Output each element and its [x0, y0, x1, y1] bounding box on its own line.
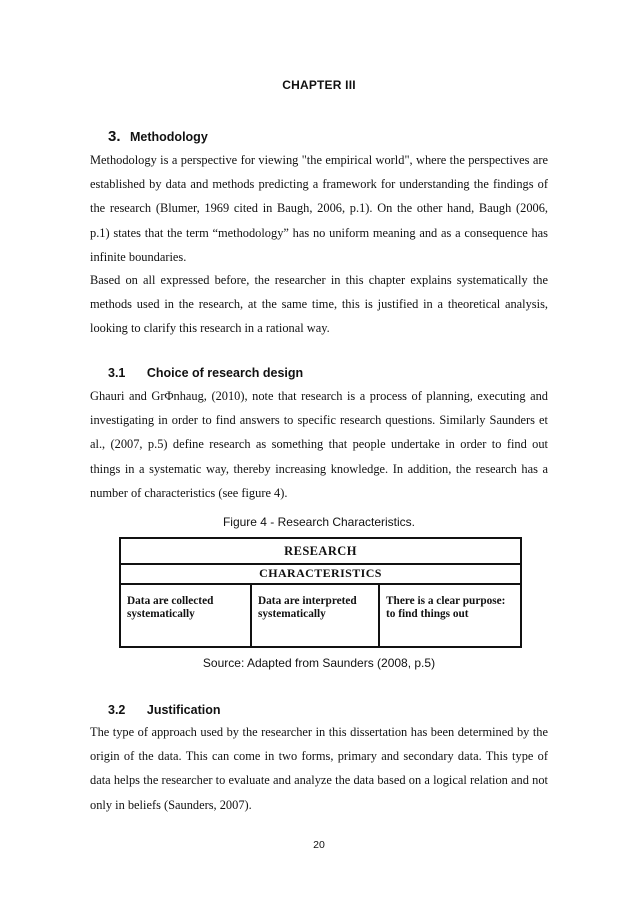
figure-source: Source: Adapted from Saunders (2008, p.5) [202, 656, 436, 670]
research-characteristics-figure [119, 537, 522, 648]
section-title: Methodology [130, 130, 208, 144]
figure-cell-collected: Data are collected systematically [121, 583, 252, 646]
figure-cell-interpreted: Data are interpreted systematically [252, 583, 380, 646]
section-3-1-paragraph: Ghauri and GrΦnhaug, (2010), note that research is a process of planning, executing and investigating in order to find answers to specific research questions. Similarly Saunders et al., (2007, p.5) define research as something that people undertake in order to find out things in a systematic way, thereby increasing knowledge. In addition, the research has a number of characteristics (see figure 4). [90, 389, 548, 500]
section-3-2-heading [108, 703, 221, 717]
methodology-paragraph-1: Methodology is a perspective for viewing "the empirical world", where the perspectives are established by data and methods predicting a framework for understanding the findings of the research (Blumer, 1969 cited in Baugh, 2006, p.1). On the other hand, Baugh (2006, p.1) states that the term “methodology” has no uniform meaning and as a consequence has infinite boundaries. [90, 153, 548, 264]
section-number: 3.1 [108, 366, 126, 380]
section-number: 3.2 [108, 703, 126, 717]
page-number: 20 [313, 839, 325, 851]
section-number: 3. [108, 128, 121, 145]
methodology-heading [108, 128, 208, 145]
section-3-1-heading [108, 366, 303, 380]
chapter-title: CHAPTER III [282, 78, 356, 92]
figure-header-characteristics: CHARACTERISTICS [121, 563, 520, 585]
figure-caption: Figure 4 - Research Characteristics. [222, 515, 416, 529]
section-title: Choice of research design [146, 366, 304, 380]
figure-cell-purpose: There is a clear purpose: to find things out [386, 595, 506, 620]
section-title: Justification [146, 703, 221, 717]
methodology-paragraph-2: Based on all expressed before, the researcher in this chapter explains systematically the methods used in the research, at the same time, this is justified in a theoretical analysis, looking to clarify this research in a rational way. [90, 273, 548, 336]
section-3-2-paragraph: The type of approach used by the researcher in this dissertation has been determined by the origin of the data. This can come in two forms, primary and secondary data. This type of data helps the researcher to evaluate and analyze the data based on a logical relation and not only in beliefs (Saunders, 2007). [90, 725, 548, 812]
figure-header-research: RESEARCH [121, 539, 520, 565]
